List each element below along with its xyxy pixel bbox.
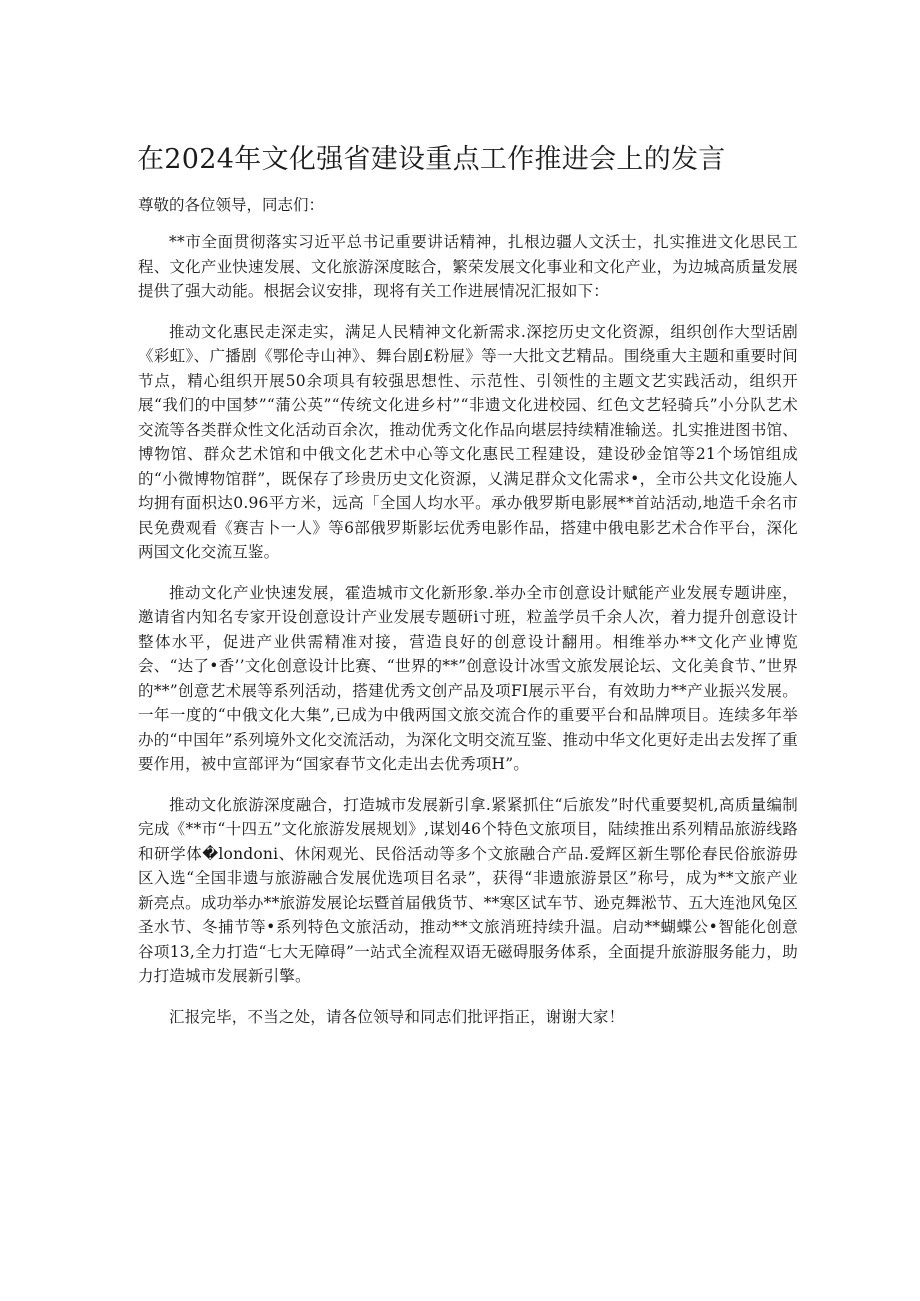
paragraph-culture-tourism: 推动文化旅游深度融合，打造城市发展新引拿.紧紧抓住“后旅发”时代重要契机,高质量编制完成《**市“十四五”文化旅游发展规划》,谋划46个特色文旅项目，陆续推出系列精品旅游线路和研学体�londoni、休闲观光、民俗活动等多个文旅融合产品.爱辉区新生鄂伦春民俗旅游毋区入选“全国非遗与旅游融合发展优选项目名录”，获得“非遗旅游景区”称号，成为**文旅产业新亮点。成功举办**旅游发展论坛暨首届俄货节、**寒区试车节、逊克舞淞节、五大连池风兔区圣水节、冬捕节等•系列特色文旅活动，推动**文旅消班持续升温。启动**蝴蝶公•智能化创意谷项13,全力打造“七大无障碍”一站式全流程双语无磁碍服务体系，全面提升旅游服务能力，助力打造城市发展新引擎。 [138,795,798,985]
salutation: 尊敬的各位领导，同志们： [138,196,325,214]
paragraph-cultural-benefit: 推动文化惠民走深走实，满足人民精神文化新需求.深挖历史文化资源，组织创作大型话剧《彩虹》、广播剧《鄂伦寺山神》、舞台剧£粉屉》等一大批文艺精品。围绕重大主题和重要时间节点，精心组织开展50余项具有较强思想性、示范性、引领性的主题文艺实践活动，组织开展“我们的中国梦”“蒲公英”“传统文化进乡村”“非遗文化进校园、红色文艺轻骑兵”小分队艺术交流等各类群众性文化活动百余次，推动优秀文化作品向堪层持续精准输送。扎实推进图书馆、博物馆、群众艺术馆和中俄文化艺术中心等文化惠民工程建设，建设砂金馆等21个场馆组成的“小微博物馆群”，既保存了珍贵历史文化资源，乂满足群众文化需求•，全市公共文化设施人均拥有面枳达0.96平方米，远高「全国人均水平。承办俄罗斯电影展**首站活动,地造千余名市民免费观看《赛吉卜一人》等6部俄罗斯影坛优秀电影作品，搭建中俄电影艺术合作平台，深化两国文化交流互鉴。 [138,322,798,561]
document-body [138,230,798,1045]
paragraph-cultural-industry: 推动文化产业快速发展，霍造城市文化新形象.举办全市创意设计赋能产业发展专题讲座，邀请省内知名专家开设创意设计产业发展专题研i寸班，粒盖学员千余人次，着力提升创意设计整体水平，促进产业供需精准对接，营造良好的创意设计翻用。相维举办**文化产业博览会、“达了•香’’文化创意设计比赛、“世界的**”创意设计冰雪文旅发展论坛、文化美食节、”世界的**”创意艺术展等系列活动，搭建优秀文创产品及项FI展示平台，有效助力**产业振兴发展。一年一度的“中俄文化大集”,已成为中俄两国文旅交流合作的重要平台和品牌项目。连续多年举办的“中国年”系列境外文化交流活动，为深化文明交流互鉴、推动中华文化更好走出去发挥了重要作用，被中宣部评为“国家春节文化走出去优秀项H”。 [138,583,798,773]
paragraph-intro: **市全面贯彻落实习近平总书记重要讲话精神，扎根边疆人文沃士，扎实推进文化思民工程、文化产业快速发展、文化旅游深度眩合，繁荣发展文化事业和文化产业，为边城高质量发展提供了强大动能。根据会议安排，现将有关工作进展情况汇报如下： [138,233,798,300]
document-title: 在2024年文化强省建设重点工作推进会上的发言 [137,144,726,175]
paragraph-closing: 汇报完毕，不当之处，请各位领导和同志们批评指正，谢谢大家！ [169,1007,625,1026]
